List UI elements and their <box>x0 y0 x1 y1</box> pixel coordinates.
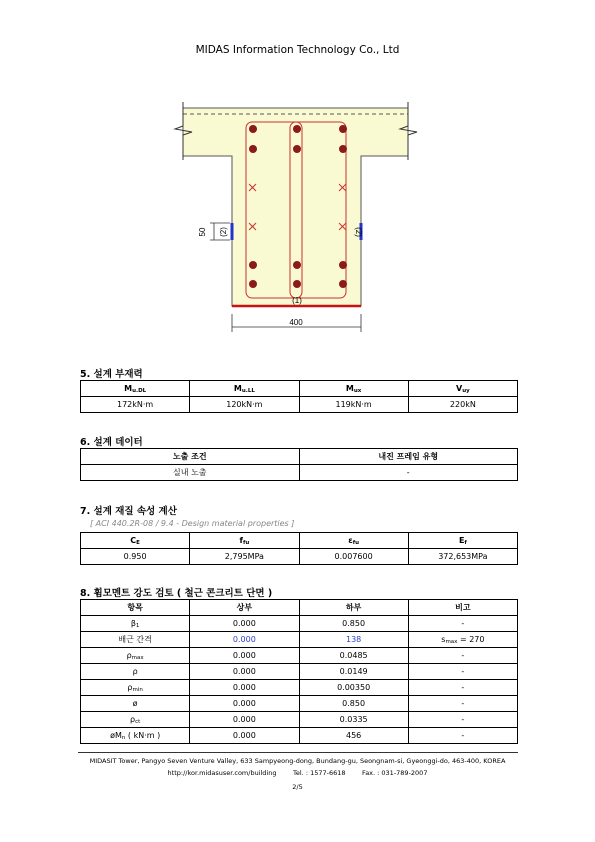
value-cell: 0.950 <box>81 549 190 565</box>
page-number: 2/5 <box>292 783 303 791</box>
row-bottom: 456 <box>299 728 408 744</box>
value-cell: 2,795MPa <box>190 549 299 565</box>
row-item: ø <box>81 696 190 712</box>
table-row <box>81 680 518 696</box>
row-note: - <box>408 648 517 664</box>
row-bottom: 138 <box>299 632 408 648</box>
section-6-table <box>80 448 518 481</box>
row-note: $s_{max} = 270$ <box>408 632 517 648</box>
row-bottom: 0.00350 <box>299 680 408 696</box>
row-top: 0.000 <box>190 648 299 664</box>
header-cell: $V_{uy}$ <box>408 381 517 397</box>
page-header-company: MIDAS Information Technology Co., Ltd <box>195 44 400 56</box>
row-item: $\rho_{ct}$ <box>81 712 190 728</box>
table-row <box>81 712 518 728</box>
header-cell: $C_E$ <box>81 533 190 549</box>
dim-spacing-label: 50 <box>198 227 207 237</box>
value-cell: 119kN·m <box>299 397 408 413</box>
row-item: $\rho_{min}$ <box>81 680 190 696</box>
section-5-table <box>80 380 518 413</box>
section-8-table <box>80 599 518 744</box>
row-bottom: 0.0149 <box>299 664 408 680</box>
section-7-reference: [ ACI 440.2R-08 / 9.4 - Design material properties ] <box>90 519 295 528</box>
section-7-table <box>80 532 518 565</box>
header-cell: 상부 <box>190 600 299 616</box>
row-bottom: 0.850 <box>299 616 408 632</box>
value-cell: 372,653MPa <box>408 549 517 565</box>
value-cell: 172kN·m <box>81 397 190 413</box>
label-bottom: (1) <box>292 296 302 305</box>
section-outline <box>183 108 408 306</box>
table-row <box>81 728 518 744</box>
header-cell: $M_{ux}$ <box>299 381 408 397</box>
header-cell: $f_{fu}$ <box>190 533 299 549</box>
row-item: $\rho_{max}$ <box>81 648 190 664</box>
value-cell: 220kN <box>408 397 517 413</box>
footer-contact <box>0 769 595 777</box>
row-top: 0.000 <box>190 680 299 696</box>
row-bottom: 0.850 <box>299 696 408 712</box>
row-top: 0.000 <box>190 696 299 712</box>
row-item: 배근 간격 <box>81 632 190 648</box>
table-row <box>81 696 518 712</box>
row-bottom: 0.0335 <box>299 712 408 728</box>
section-5-title: 5. 설계 부재력 <box>80 369 143 380</box>
header-cell: 항목 <box>81 600 190 616</box>
row-bottom: 0.0485 <box>299 648 408 664</box>
row-note: - <box>408 696 517 712</box>
row-note: - <box>408 680 517 696</box>
value-cell: 0.007600 <box>299 549 408 565</box>
value-cell: - <box>299 465 518 481</box>
header-cell: $\varepsilon_{fu}$ <box>299 533 408 549</box>
header-cell: 노출 조건 <box>81 449 300 465</box>
footer-tel: Tel. : 1577-6618 <box>293 769 346 777</box>
row-top: 0.000 <box>190 664 299 680</box>
row-top: 0.000 <box>190 712 299 728</box>
label-left: (2) <box>219 227 228 237</box>
label-right: (2) <box>354 227 363 237</box>
table-row <box>81 648 518 664</box>
table-row <box>81 664 518 680</box>
row-top: 0.000 <box>190 632 299 648</box>
row-item: ρ <box>81 664 190 680</box>
header-cell: 비고 <box>408 600 517 616</box>
section-8-title: 8. 휨모멘트 강도 검토 ( 철근 콘크리트 단면 ) <box>80 588 273 599</box>
header-cell: 하부 <box>299 600 408 616</box>
table-row <box>81 616 518 632</box>
header-cell: $M_{u.DL}$ <box>81 381 190 397</box>
row-item: $øM_n$ ( kN·m ) <box>81 728 190 744</box>
value-cell: 실내 노출 <box>81 465 300 481</box>
section-7-title: 7. 설계 재질 속성 계산 <box>80 506 177 517</box>
row-item: $\beta_1$ <box>81 616 190 632</box>
footer-address: MIDASIT Tower, Pangyo Seven Venture Valley, 633 Sampyeong-dong, Bundang-gu, Seongnam-si, Gyeonggi-do, 463-400, KOREA <box>89 757 506 765</box>
footer-fax: Fax. : 031-789-2007 <box>362 769 428 777</box>
footer-divider <box>78 752 518 753</box>
row-note: - <box>408 616 517 632</box>
value-cell: 120kN·m <box>190 397 299 413</box>
row-top: 0.000 <box>190 616 299 632</box>
row-note: - <box>408 728 517 744</box>
row-top: 0.000 <box>190 728 299 744</box>
header-cell: $M_{u.LL}$ <box>190 381 299 397</box>
table-row <box>81 632 518 648</box>
header-cell: $E_f$ <box>408 533 517 549</box>
dim-width-label: 400 <box>289 318 303 327</box>
section-6-title: 6. 설계 데이터 <box>80 437 143 448</box>
row-note: - <box>408 664 517 680</box>
footer-url[interactable]: http://kor.midasuser.com/building <box>167 769 277 777</box>
section-figure <box>150 92 450 342</box>
header-cell: 내진 프레임 유형 <box>299 449 518 465</box>
row-note: - <box>408 712 517 728</box>
